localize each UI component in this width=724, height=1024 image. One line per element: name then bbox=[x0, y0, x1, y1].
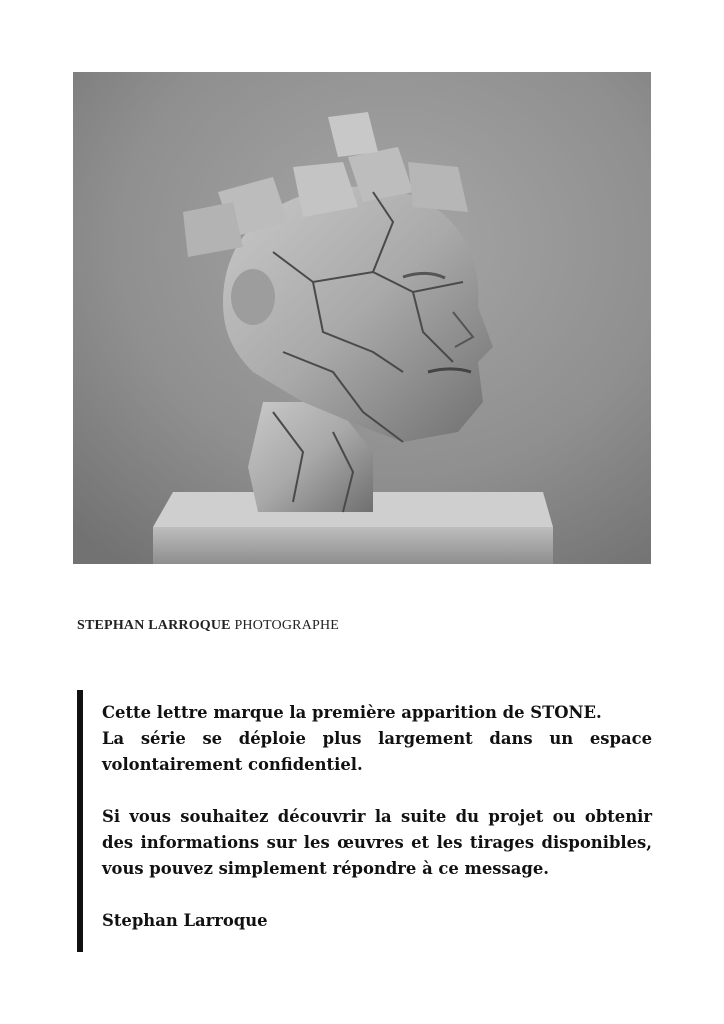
letter-line-1: Cette lettre marque la première apparition de STONE. bbox=[102, 703, 602, 722]
quote-bar bbox=[77, 690, 83, 952]
photographer-byline bbox=[77, 618, 339, 634]
letter-signature: Stephan Larroque bbox=[102, 911, 268, 930]
pedestal-side bbox=[153, 527, 553, 564]
paragraph-gap bbox=[102, 778, 652, 804]
photographer-role: PHOTOGRAPHE bbox=[234, 618, 340, 633]
letter-paragraph-2: Si vous souhaitez découvrir la suite du projet ou obtenir des informations sur les œuvres et les tirages disponibles, vous pouvez simplement répondre à ce message. bbox=[102, 807, 652, 878]
letter-paragraph-1-rest: La série se déploie plus largement dans un espace volontairement confidentiel. bbox=[102, 729, 652, 774]
paragraph-gap bbox=[102, 882, 652, 908]
hero-photo bbox=[73, 72, 651, 564]
photographer-name: STEPHAN LARROQUE bbox=[77, 618, 231, 633]
letter-body bbox=[102, 700, 652, 934]
